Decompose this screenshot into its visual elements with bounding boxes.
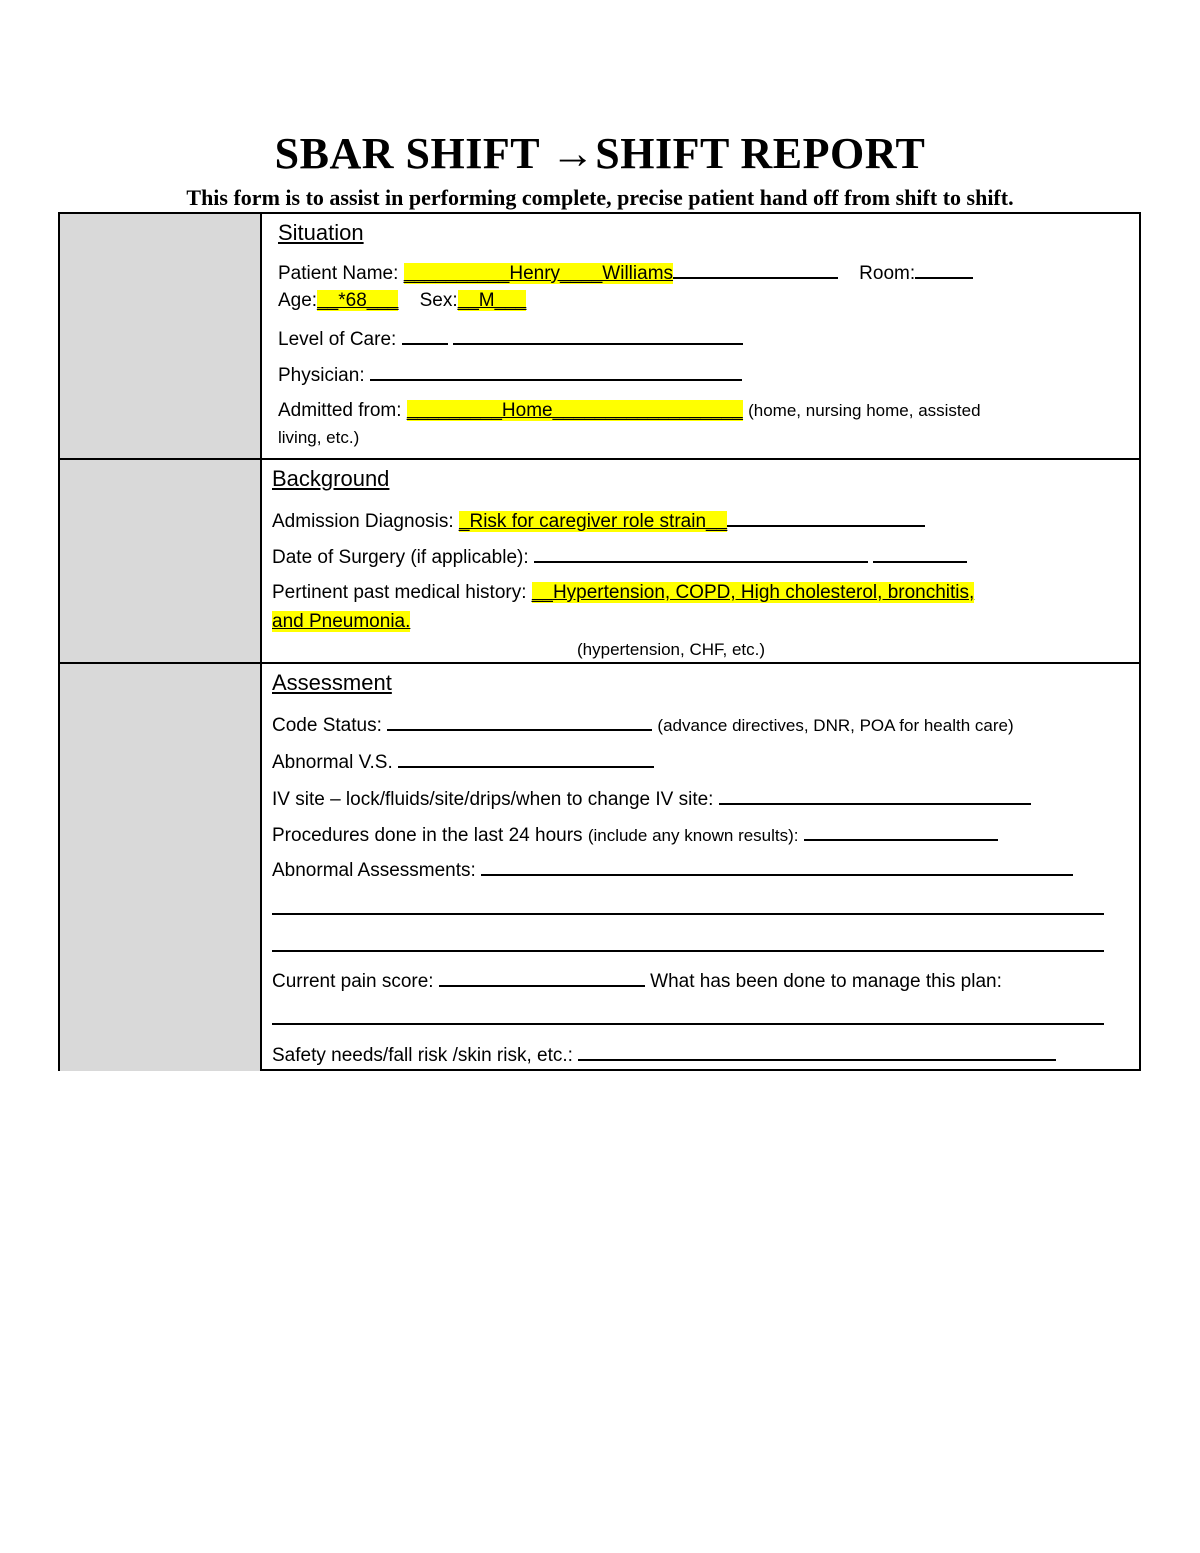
admitted-from-line xyxy=(278,400,981,422)
physician-label: Physician: xyxy=(278,365,365,386)
safety-label: Safety needs/fall risk /skin risk, etc.: xyxy=(272,1045,573,1066)
safety-field[interactable] xyxy=(578,1042,1056,1061)
pmh-value[interactable]: Hypertension, COPD, High cholesterol, bronchitis, xyxy=(552,582,975,603)
situation-row xyxy=(60,214,1139,458)
abnormal-assessments-line xyxy=(272,857,1073,882)
page-title: SBAR SHIFT →SHIFT REPORT xyxy=(274,129,926,178)
date-of-surgery-line xyxy=(272,544,967,569)
situation-side-cell xyxy=(60,214,262,458)
manage-plan-field[interactable] xyxy=(272,1006,1104,1025)
situation-cell xyxy=(262,214,1139,458)
procedures-hint: (include any known results): xyxy=(587,826,799,845)
iv-site-label: IV site – lock/fluids/site/drips/when to change IV site: xyxy=(272,789,714,810)
age-value[interactable]: __*68___ xyxy=(317,290,399,311)
level-of-care-field-a[interactable] xyxy=(402,326,448,345)
background-cell xyxy=(262,460,1139,664)
code-status-line xyxy=(272,712,1014,737)
pmh-line-2 xyxy=(272,611,410,633)
admission-diagnosis-line xyxy=(272,508,925,533)
code-status-label: Code Status: xyxy=(272,715,382,736)
pmh-label: Pertinent past medical history: xyxy=(272,582,527,603)
background-heading: Background xyxy=(272,466,390,491)
abnormal-assessments-field[interactable] xyxy=(481,857,1073,876)
procedures-field[interactable] xyxy=(804,822,998,841)
date-of-surgery-field-b[interactable] xyxy=(873,544,967,563)
situation-heading: Situation xyxy=(278,220,364,245)
manage-plan-label: What has been done to manage this plan: xyxy=(650,971,1002,992)
patient-name-label: Patient Name: xyxy=(278,263,399,284)
iv-site-field[interactable] xyxy=(719,786,1031,805)
physician-line xyxy=(278,362,742,387)
assessment-side-cell xyxy=(60,664,262,1071)
abnormal-assessments-line-3 xyxy=(272,933,1104,958)
admitted-from-hint: (home, nursing home, assisted xyxy=(748,401,981,420)
sex-label: Sex: xyxy=(419,290,458,311)
level-of-care-field-b[interactable] xyxy=(453,326,743,345)
patient-name-blank[interactable] xyxy=(673,260,838,279)
manage-plan-line xyxy=(272,1006,1104,1031)
abnormal-vs-field[interactable] xyxy=(398,749,654,768)
abnormal-vs-line xyxy=(272,749,654,774)
admission-diagnosis-label: Admission Diagnosis: xyxy=(272,511,454,532)
date-of-surgery-field-a[interactable] xyxy=(534,544,868,563)
assessment-heading: Assessment xyxy=(272,670,392,695)
procedures-line xyxy=(272,822,998,847)
background-side-cell xyxy=(60,460,262,664)
procedures-label: Procedures done in the last 24 hours xyxy=(272,825,583,846)
date-of-surgery-label: Date of Surgery (if applicable): xyxy=(272,547,529,568)
sex-value[interactable]: __M___ xyxy=(457,290,527,311)
admitted-from-value[interactable]: _________Home__________________ xyxy=(406,400,743,421)
pmh-hint: (hypertension, CHF, etc.) xyxy=(577,640,766,659)
pmh-prefix: __ xyxy=(531,582,553,603)
code-status-field[interactable] xyxy=(387,712,652,731)
room-label: Room: xyxy=(859,263,916,284)
abnormal-vs-label: Abnormal V.S. xyxy=(272,752,393,773)
level-of-care-line xyxy=(278,326,743,351)
abnormal-assessments-field-3[interactable] xyxy=(272,933,1104,952)
age-sex-line xyxy=(278,290,526,312)
room-field[interactable] xyxy=(915,260,973,279)
pain-score-label: Current pain score: xyxy=(272,971,434,992)
pain-score-line xyxy=(272,968,1002,993)
patient-name-value[interactable]: __________Henry____Williams xyxy=(403,263,674,284)
sbar-form xyxy=(58,212,1141,1071)
admission-diagnosis-value[interactable]: _Risk for caregiver role strain__ xyxy=(458,511,728,532)
iv-site-line xyxy=(272,786,1031,811)
background-row xyxy=(60,458,1139,664)
abnormal-assessments-field-2[interactable] xyxy=(272,896,1104,915)
pmh-line xyxy=(272,582,974,604)
assessment-row xyxy=(60,662,1139,1071)
level-of-care-label: Level of Care: xyxy=(278,329,397,350)
admitted-from-hint-cont: living, etc.) xyxy=(278,428,360,447)
admission-diagnosis-blank[interactable] xyxy=(727,508,925,527)
safety-line xyxy=(272,1042,1056,1067)
pain-score-field[interactable] xyxy=(439,968,645,987)
admitted-from-label: Admitted from: xyxy=(278,400,402,421)
assessment-cell xyxy=(262,664,1139,1071)
abnormal-assessments-line-2 xyxy=(272,896,1104,921)
abnormal-assessments-label: Abnormal Assessments: xyxy=(272,860,476,881)
physician-field[interactable] xyxy=(370,362,742,381)
page-subtitle: This form is to assist in performing complete, precise patient hand off from shift to shift. xyxy=(186,185,1014,210)
patient-name-line xyxy=(278,260,973,285)
code-status-hint: (advance directives, DNR, POA for health care) xyxy=(657,716,1014,735)
pmh-value-cont[interactable]: and Pneumonia. xyxy=(272,611,411,632)
age-label: Age: xyxy=(278,290,318,311)
